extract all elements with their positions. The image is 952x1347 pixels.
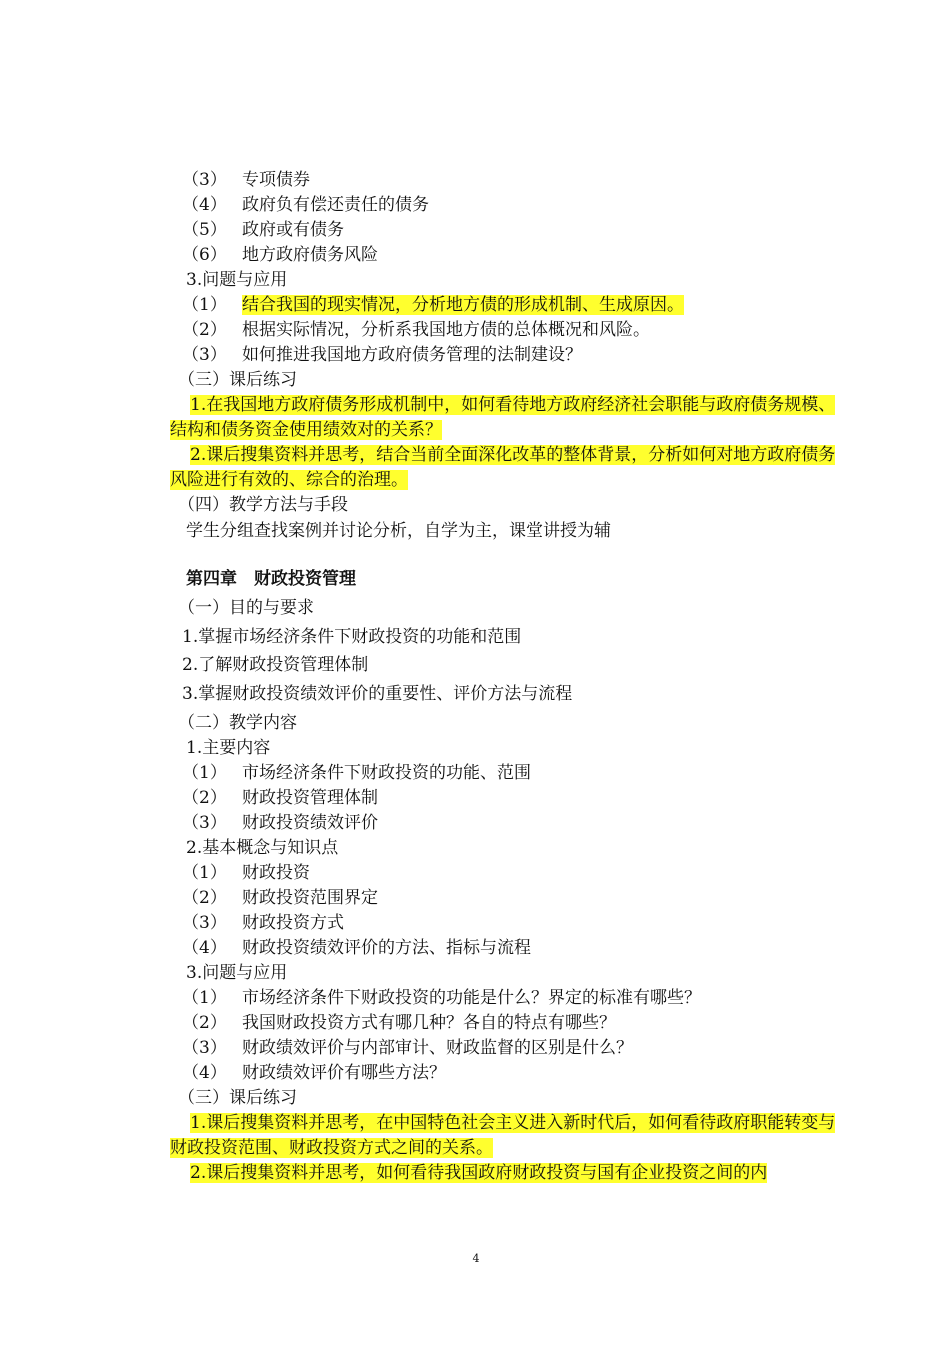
item-number: （4）	[182, 195, 227, 215]
concept-item	[182, 937, 531, 959]
question-item	[182, 987, 701, 1009]
page-number: 4	[472, 1252, 480, 1265]
item-number: （2）	[182, 1013, 227, 1033]
exercise-paragraph	[170, 1111, 838, 1161]
item-number: （3）	[182, 345, 227, 365]
exercise-paragraph	[170, 1161, 838, 1186]
item-text: 根据实际情况，分析系我国地方债的总体概况和风险。	[242, 320, 650, 340]
goal-item: 2.了解财政投资管理体制	[182, 655, 369, 675]
content-item	[182, 762, 531, 784]
question-item	[182, 294, 684, 316]
item-text: 财政投资方式	[242, 913, 344, 933]
item-number: （3）	[182, 1038, 227, 1058]
item-text: 财政投资	[242, 863, 310, 883]
item-text: 政府或有债务	[242, 220, 344, 240]
item-text: 政府负有偿还责任的债务	[242, 195, 429, 215]
question-item	[182, 1037, 633, 1059]
chapter-title: 第四章 财政投资管理	[186, 569, 356, 589]
item-text: 财政投资绩效评价的方法、指标与流程	[242, 938, 531, 958]
highlighted-text: 1.在我国地方政府债务形成机制中，如何看待地方政府经济社会职能与政府债务规模、结构和债务资金使用绩效对的关系？	[170, 395, 836, 440]
question-item	[182, 1012, 616, 1034]
concept-item	[182, 887, 378, 909]
item-text: 我国财政投资方式有哪几种？各自的特点有哪些？	[242, 1013, 616, 1033]
item-number: （4）	[182, 1063, 227, 1083]
item-text: 财政投资范围界定	[242, 888, 378, 908]
item-number: （5）	[182, 220, 227, 240]
concept-item	[182, 219, 344, 241]
exercise-paragraph	[170, 393, 838, 443]
item-number: （1）	[182, 295, 227, 315]
item-number: （2）	[182, 788, 227, 808]
item-number: （2）	[182, 320, 227, 340]
section-heading: （二）教学内容	[178, 713, 297, 733]
item-number: （3）	[182, 813, 227, 833]
item-number: （1）	[182, 863, 227, 883]
highlighted-text: 2.课后搜集资料并思考，如何看待我国政府财政投资与国有企业投资之间的内	[190, 1163, 768, 1183]
highlighted-text: 1.课后搜集资料并思考，在中国特色社会主义进入新时代后，如何看待政府职能转变与财政投资范围、财政投资方式之间的关系。	[170, 1113, 836, 1158]
highlighted-text: 结合我国的现实情况，分析地方债的形成机制、生成原因。	[242, 295, 684, 315]
item-number: （3）	[182, 913, 227, 933]
item-text: 财政绩效评价与内部审计、财政监督的区别是什么？	[242, 1038, 633, 1058]
method-text: 学生分组查找案例并讨论分析，自学为主，课堂讲授为辅	[186, 521, 611, 541]
section-heading: （三）课后练习	[178, 370, 297, 390]
content-item	[182, 812, 378, 834]
item-number: （2）	[182, 888, 227, 908]
subsection-heading: 1.主要内容	[186, 738, 271, 758]
subsection-heading: 3.问题与应用	[186, 270, 288, 290]
subsection-heading: 2.基本概念与知识点	[186, 838, 339, 858]
item-number: （4）	[182, 938, 227, 958]
section-heading: （一）目的与要求	[178, 598, 314, 618]
item-number: （3）	[182, 170, 227, 190]
item-text: 财政投资绩效评价	[242, 813, 378, 833]
concept-item	[182, 912, 344, 934]
section-heading: （四）教学方法与手段	[178, 495, 348, 515]
content-item	[182, 787, 378, 809]
item-number: （6）	[182, 245, 227, 265]
item-text: 专项债券	[242, 170, 310, 190]
concept-item	[182, 169, 310, 191]
item-text: 财政绩效评价有哪些方法？	[242, 1063, 446, 1083]
highlighted-text: 2.课后搜集资料并思考，结合当前全面深化改革的整体背景，分析如何对地方政府债务风险进行有效的、综合的治理。	[170, 445, 836, 490]
item-text: 市场经济条件下财政投资的功能是什么？界定的标准有哪些？	[242, 988, 701, 1008]
concept-item	[182, 244, 378, 266]
section-heading: （三）课后练习	[178, 1088, 297, 1108]
item-text: 地方政府债务风险	[242, 245, 378, 265]
concept-item	[182, 194, 429, 216]
subsection-heading: 3.问题与应用	[186, 963, 288, 983]
goal-item: 3.掌握财政投资绩效评价的重要性、评价方法与流程	[182, 684, 573, 704]
item-text: 财政投资管理体制	[242, 788, 378, 808]
question-item	[182, 1062, 446, 1084]
question-item	[182, 319, 650, 341]
item-text: 市场经济条件下财政投资的功能、范围	[242, 763, 531, 783]
item-number: （1）	[182, 988, 227, 1008]
item-text: 如何推进我国地方政府债务管理的法制建设？	[242, 345, 582, 365]
question-item	[182, 344, 582, 366]
goal-item: 1.掌握市场经济条件下财政投资的功能和范围	[182, 627, 522, 647]
concept-item	[182, 862, 310, 884]
item-number: （1）	[182, 763, 227, 783]
exercise-paragraph	[170, 443, 838, 493]
